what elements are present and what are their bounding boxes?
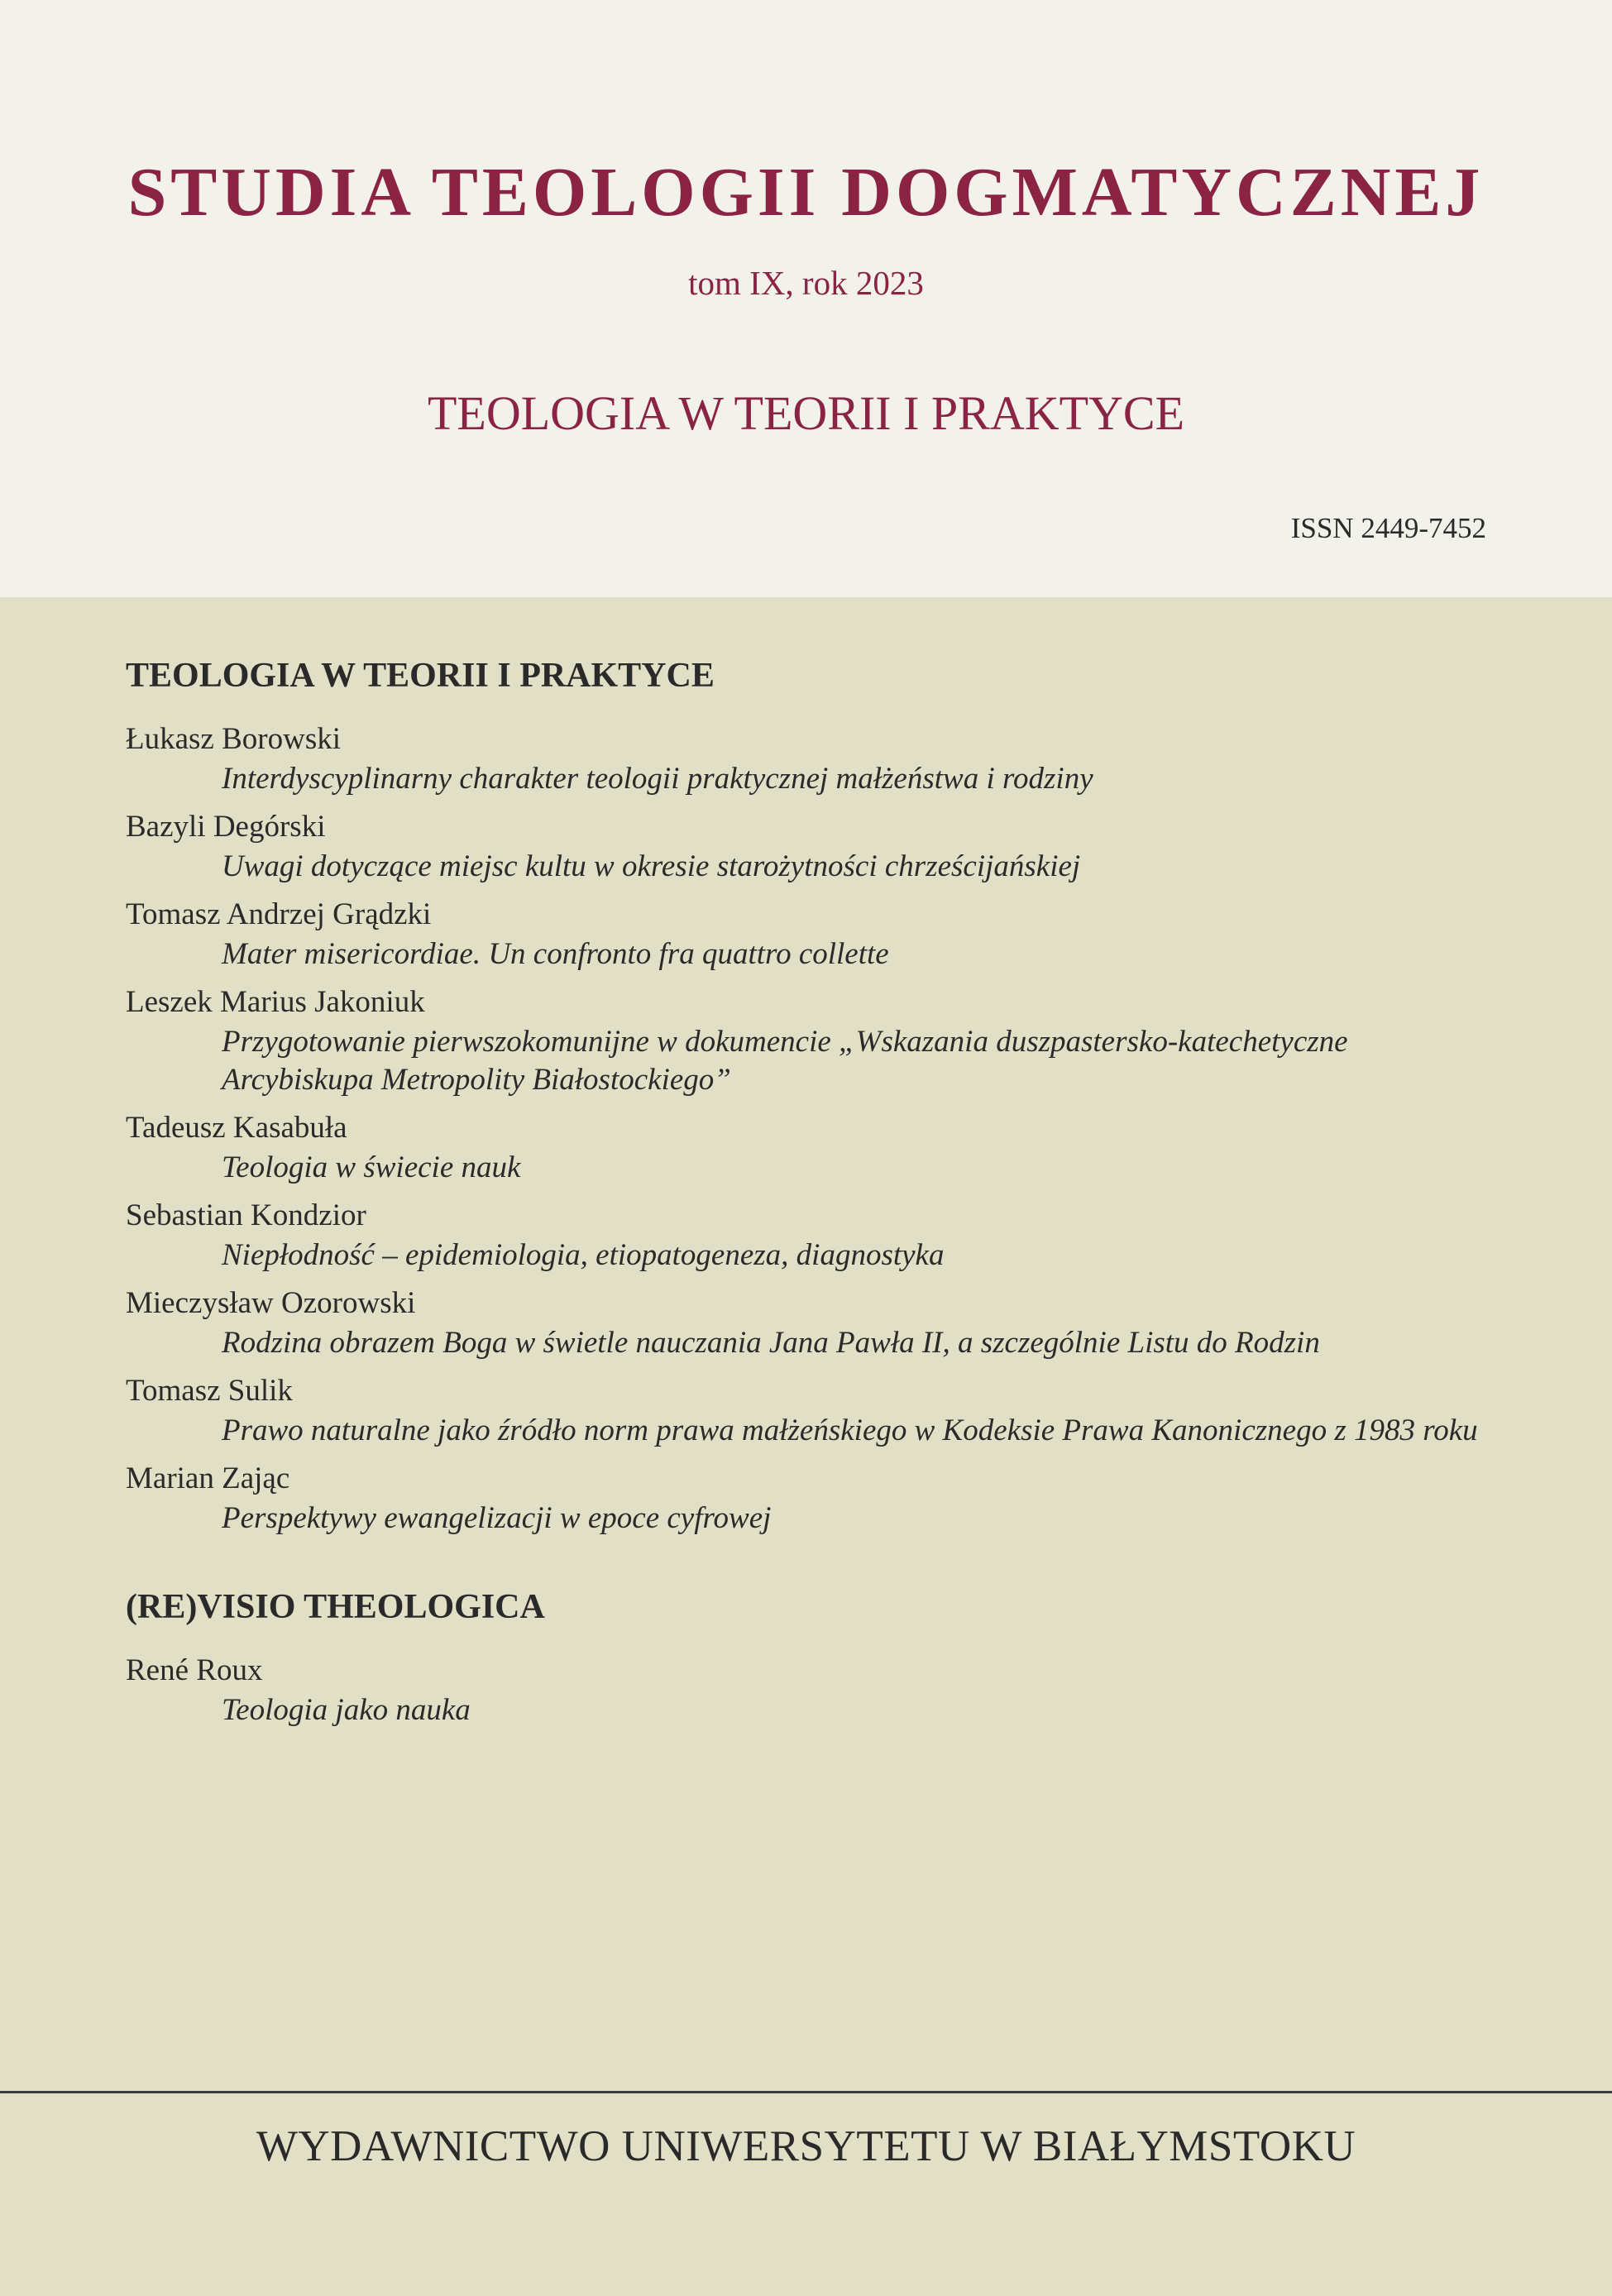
entry-title: Niepłodność – epidemiologia, etiopatogeneza, diagnostyka: [222, 1238, 945, 1272]
toc-entry: [126, 1283, 1499, 1362]
issue-theme: TEOLOGIA W TEORII I PRAKTYCE: [427, 386, 1185, 440]
toc-entry: [126, 894, 1499, 973]
entry-title: Teologia jako nauka: [222, 1693, 471, 1727]
section-heading: (RE)VISIO THEOLOGICA: [126, 1588, 545, 1626]
entry-title: Przygotowanie pierwszokomunijne w dokumencie „Wskazania duszpastersko-katechetyczne Arcybiskupa Metropolity Białostockiego”: [222, 1025, 1348, 1097]
entry-author: Bazyli Degórski: [126, 810, 326, 844]
entry-author: René Roux: [126, 1653, 263, 1687]
toc-entry: [126, 982, 1499, 1099]
volume-year: tom IX, rok 2023: [688, 264, 924, 302]
entry-author: Mieczysław Ozorowski: [126, 1286, 416, 1320]
toc-entry: [126, 1650, 1499, 1729]
entry-title: Prawo naturalne jako źródło norm prawa małżeńskiego w Kodeksie Prawa Kanonicznego z 1983 roku: [222, 1413, 1478, 1447]
entry-title: Rodzina obrazem Boga w świetle nauczania Jana Pawła II, a szczególnie Listu do Rodzin: [222, 1326, 1320, 1360]
entry-author: Tomasz Sulik: [126, 1374, 293, 1408]
section-heading: TEOLOGIA W TEORII I PRAKTYCE: [126, 657, 715, 695]
publisher-name: WYDAWNICTWO UNIWERSYTETU W BIAŁYMSTOKU: [256, 2122, 1356, 2170]
toc-entry: [126, 1107, 1499, 1187]
entry-author: Sebastian Kondzior: [126, 1198, 366, 1232]
toc-entry: [126, 1370, 1499, 1450]
table-of-contents: [126, 649, 1499, 1738]
toc-entry: [126, 1458, 1499, 1538]
entry-title: Mater misericordiae. Un confronto fra quattro collette: [222, 937, 889, 971]
journal-title: STUDIA TEOLOGII DOGMATYCZNEJ: [127, 154, 1485, 231]
entry-title: Interdyscyplinarny charakter teologii praktycznej małżeństwa i rodziny: [222, 762, 1093, 796]
toc-entry: [126, 719, 1499, 798]
toc-entry: [126, 1195, 1499, 1275]
entry-author: Tadeusz Kasabuła: [126, 1111, 347, 1145]
toc-entry: [126, 806, 1499, 886]
issn: ISSN 2449-7452: [1290, 512, 1486, 544]
entry-author: Tomasz Andrzej Grądzki: [126, 897, 432, 931]
entry-author: Marian Zając: [126, 1461, 290, 1495]
entry-title: Uwagi dotyczące miejsc kultu w okresie starożytności chrześcijańskiej: [222, 849, 1081, 883]
entry-author: Łukasz Borowski: [126, 722, 341, 756]
entry-author: Leszek Marius Jakoniuk: [126, 985, 425, 1019]
footer-divider: [0, 2091, 1612, 2093]
entry-title: Teologia w świecie nauk: [222, 1150, 521, 1184]
entry-title: Perspektywy ewangelizacji w epoce cyfrowej: [222, 1501, 772, 1535]
